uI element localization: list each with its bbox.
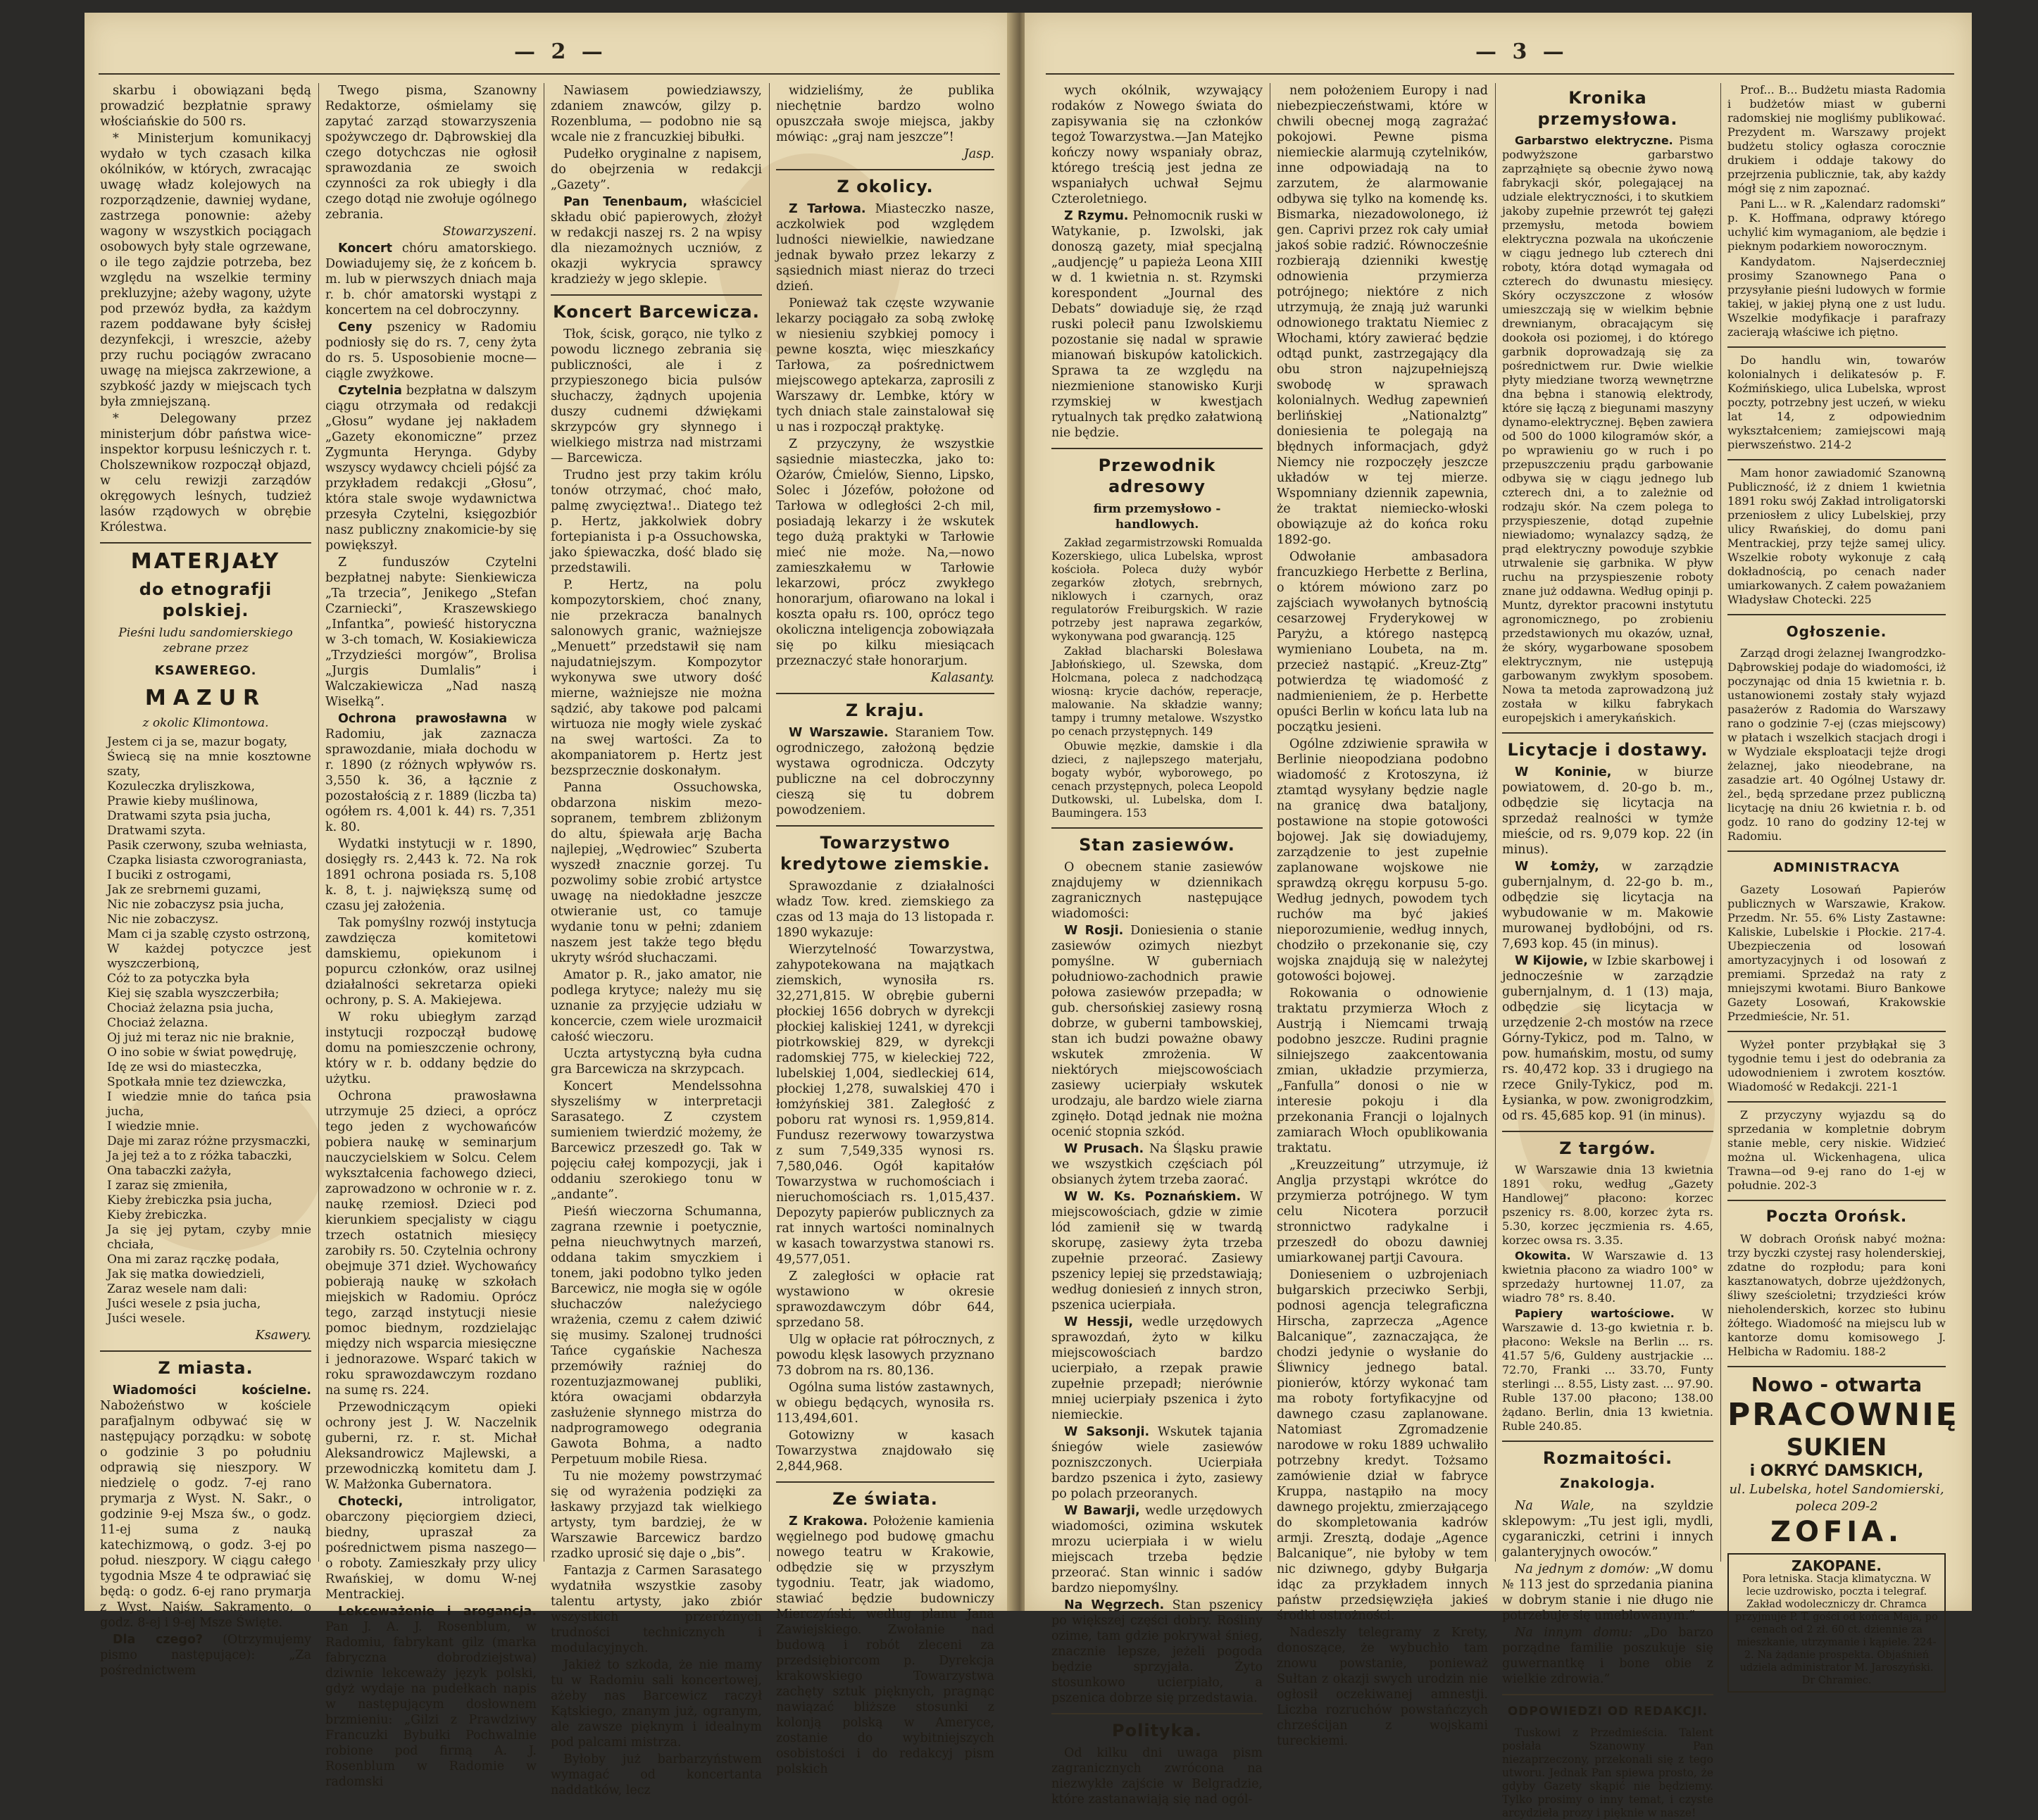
runin-title: W Kijowie, bbox=[1515, 954, 1588, 968]
ad-line: PRACOWNIĘ bbox=[1727, 1397, 1959, 1433]
article-body: Pełnomocnik ruski w Watykanie, p. Izwolski, jak donoszą gazety, miał specjalną „audjencję” u papieża Leona XIII w d. 1 kwietnia n. st. Rzymski korespondent „Journal des Debats” dowiaduje się, że rząd ruski polecił panu Izwolskiemu pozostanie się nadal w sprawie mianowań biskupów katolickich. Sprawa ta ze względu na niezmienione stanowisko Kurji rzymskiej w kwestjach rytualnych tak prędko załatwioną nie będzie. bbox=[1051, 209, 1263, 440]
article-text: P. Hertz, na polu kompozytorskiem, choć znany, nie przekracza banalnych salonowych granic, ważniejsze „Menuett” przedstawił się nam najudatniejszym. Kompozytor wykonywa swe utwory dość mierne, ważniejsze nie można sądzić, aby takowe pod palcami wirtuoza nie mogły wiele zyskać na swej wartości. Za to akompaniatorem p. Hertz jest bezsprzecznie doskonałym. bbox=[551, 578, 762, 778]
article-body: (Otrzymujemy pismo następujące): „Za pośrednictwem bbox=[100, 1633, 311, 1678]
section-rule bbox=[1502, 1131, 1713, 1132]
pracownia-advertisement bbox=[1727, 1373, 1959, 1549]
article-text: Donieseniem o uzbrojeniach bułgarskich przeciwko Serbji, podnosi agencja telegraficzna Hirscha, zaprzecza „Agence Balcanique”, zaznaczająca, że chodzi jedynie o wysłanie do Śliwnicy jednego batal. pionierów, którzy wykonać tam ma roboty fortyfikacyjne od dawnego czasu zaplanowane. Natomiast Zgromadzenie narodowe w roku 1889 uchwaliło potrzebny kredyt. Tożsamo zamówienie dział w fabryce Kruppa, nastąpiło na mocy dawnego projektu, zmierzającego do skompletowania kadrów armji. Zresztą, dodaje „Agence Balcanique”, nie byłoby w tem nic dziwnego, gdyby Bułgarja idąc za przykładem innych państw przedsięwzięła jakieś środki ostrożności. bbox=[1277, 1268, 1488, 1623]
section-rule bbox=[1502, 732, 1713, 734]
section-rule bbox=[1727, 614, 1946, 615]
runin-title: Czytelnia bbox=[338, 384, 402, 398]
runin-title: Ceny bbox=[338, 320, 373, 334]
article-text bbox=[776, 725, 994, 818]
runin-title: Okowita. bbox=[1515, 1249, 1571, 1262]
article-text: Pudełko oryginalne z napisem, do obejrzenia w redakcji „Gazety”. bbox=[551, 147, 762, 192]
section-heading: Towarzystwo kredytowe ziemskie. bbox=[780, 833, 990, 874]
article-body: Staraniem Tow. ogrodniczego, założoną będzie wystawa ogrodnicza. Odczyty publiczne na cel dobroczynny cieszą się tu dobrem powodzeniem. bbox=[776, 726, 994, 817]
article-text bbox=[1502, 1307, 1713, 1433]
article-text: wych okólnik, wzywający rodaków z Nowego świata do zapisywania się na członków tegoż Towarzystwa.—Jan Matejko kończy nowy wspaniały obraz, którego treścią jest jedna ze wspaniałych uchwał Sejmu Czteroletniego. bbox=[1051, 84, 1263, 206]
ad-text: Zakład zegarmistrzowski Romualda Kozerskiego, ulica Lubelska, wprost kościoła. Poleca duży wybór zegarków złotych, srebrnych, niklowych i czarnych, oraz regulatorów Freiburgskich. W razie potrzeby jest naprawa zegarków, wykonywana pod gwarancją. 125 bbox=[1051, 536, 1263, 643]
section-heading: ODPOWIEDZI OD REDAKCJI. bbox=[1507, 1705, 1708, 1719]
page-number: — 2 — bbox=[514, 39, 607, 64]
runin-title: W Łomży, bbox=[1515, 860, 1599, 874]
section-subheading: Znakologja. bbox=[1559, 1476, 1656, 1491]
ad-text: Wyżeł ponter przybłąkał się 3 tygodnie temu i jest do odebrania za udowodnieniem i zwrotem kosztów. Wiadomość w Redakcji. 221-1 bbox=[1727, 1038, 1946, 1093]
article-text bbox=[1051, 1189, 1263, 1313]
article-text bbox=[325, 1604, 537, 1790]
article-text bbox=[325, 241, 537, 318]
article-text bbox=[1502, 1625, 1713, 1687]
article-body: w biurze powiatowem, d. 20-go b. m., odbędzie się licytacja na sprzedaż realności w tymże mieście, od rs. 9,079 kop. 22 (in minus). bbox=[1502, 765, 1713, 857]
article-text: Wydatki instytucji w r. 1890, dosięgły rs. 2,443 k. 72. Na rok 1891 ochrona posiada rs. 5,108 k. 8, t. j. największą sumę od czasu jej założenia. bbox=[325, 837, 537, 913]
poem-subtitle: z okolic Klimontowa. bbox=[142, 716, 269, 730]
column-rule bbox=[1720, 83, 1721, 1562]
article-text bbox=[1502, 765, 1713, 858]
article-text bbox=[1502, 1498, 1713, 1560]
section-heading: Licytacje i dostawy. bbox=[1507, 740, 1708, 760]
zakopane-advertisement bbox=[1727, 1553, 1946, 1693]
article-text: Z zaległości w opłacie rat wystawiono w okresie sprawozdawczym dóbr 644, sprzedano 58. bbox=[776, 1269, 994, 1330]
article-body: Nabożeństwo w kościele parafjalnym odbywać się w następujący porządku: w sobotę o godzinie 3 po południu odprawią się nieszpory. W niedzielę o godz. 7-ej rano prymarja z Wyst. N. Sakr., o godzinie 9-ej Msza św., o godz. 11-ej suma z nauką katechizmową, o godz. 3-ej po połud. nieszpory. W ciągu całego tygodnia Msze 4 te odprawiać się będą: o godz. 6-ej rano prymarja z Wyst. Najśw. Sakramento, o godz. 8-ej i 9-ej Msze Święte. bbox=[100, 1399, 311, 1630]
article-text: Tuskowi z Przedmieścia. Talent posłała Szanowny Pan niezaprzeczony, przekonali się z tego utworu. Jednak Pan spiewa prosto, że gdyby Gazety skąpić nie będziemy. Tylko prosimy o inny temat, i czyste arcydzieła prozy i pięknie w nasze! bbox=[1502, 1726, 1713, 1819]
runin-title: Koncert bbox=[338, 241, 392, 256]
article-text bbox=[1502, 1249, 1713, 1305]
section-rule bbox=[1727, 1200, 1946, 1201]
runin-title: Na Węgrzech. bbox=[1064, 1598, 1165, 1612]
article-body: Pisma podwyższone garbarstwo zaprząłnięte są obecnie żywo nową fabrykacji skór, polegającej na udziale elektryczności, i to skutkiem jakoby zupełnie przewrót tej gałęzi przemysłu, metoda bowiem elektryczna pozwala na ukończenie w ciągu jednego lub czterech dni roboty, która dotąd wymagała od czterech do dwunastu miesięcy. Skóry oczyszczone z włosów umieszczają się w wielkim bębnie drewnianym, obracającym się dookoła osi poziomej, i do którego garbnik doprowadzają się za pośrednictwem rur. Dwie wielkie płyty miedziane tworzą wewnętrzne dna bębna i stanowią elektrody, które się łączą z biegunami maszyny dynamo-elektrycznej. Bęben zawiera od 500 do 1000 kilogramów skór, a po wprawieniu go w ruch i po przepuszczeniu prądu garbowanie odbywa się w ciągu jednego lub czterech dni, a to zależnie od rodzaju skór. Na czem polega to przyspieszenie, dotąd zupełnie niewiadomo; wynalazcy sądzą, że prąd elektryczny powoduje szybkie utrwalenie się garbnika. W pływ ruchu na przyspieszenie roboty znane już oddawna. Według opinji p. Muntz, dyrektor pracowni instytutu agronomicznego, po zrobieniu przedstawionych mu okazów, uznał, że skóry, wygarbowane sposobem elektrycznym, nie ustępują garbowanym zwykłym sposobem. Nowa ta metoda zaprowadzoną już została w kilku fabrykach europejskich i amerykańskich. bbox=[1502, 134, 1713, 724]
article-body: w Izbie skarbowej i jednocześnie w zarządzie gubernjalnym, d. 1 (13) maja, odbędzie się licytacja w urzędzenie 2-ch mostów na rzece Górny-Tykicz, pod m. Talno, w pow. humańskim, mostu, od sumy rs. 40,472 kop. 33 i drugiego na rzece Gnily-Tykicz, pod m. Łysianka, w pow. zwonigrodzkim, od rs. 45,685 kop. 91 (in minus). bbox=[1502, 954, 1713, 1123]
article-text bbox=[776, 1514, 994, 1777]
article-text bbox=[1051, 1503, 1263, 1596]
runin-title: Z Rzymu. bbox=[1064, 209, 1129, 223]
article-text bbox=[325, 320, 537, 382]
ad-line: i OKRYĆ DAMSKICH, bbox=[1749, 1462, 1924, 1480]
column-rule bbox=[1495, 83, 1496, 1562]
article-text: O obecnem stanie zasiewów znajdujemy w dziennikach zagranicznych następujące wiadomości: bbox=[1051, 860, 1263, 921]
runin-title: Wiadomości kościelne. bbox=[113, 1383, 311, 1398]
ad-text: Pora letniska. Stacja klimatyczna. W lecie uzdrowisko, poczta i telegraf. Zakład wodoleczniczy dr. Chramca przyjmuje P. T. gości od końca Maja, po cenach od 2 zł. 60 ct. dziennie za mieszkanie, utrzymanie i kąpiele. 224-2. Na żądanie prospekta. Objaśnień udziela administrator M. Jaroszyński. Dr Chramiec. bbox=[1735, 1574, 1938, 1686]
article-text: * Ministerjum komunikacyj wydało w tych czasach kilka okólników, w których, zwracając uwagę władz kolejowych na rozporządzenie, dawniej wydane, zastrzega ponownie: ażeby wagony w wszystkich pociągach osobowych były stale ogrzewane, o ile tego zajdzie potrzeba, bez względu na wszelkie terminy prekluzyjne; ażeby wagony, użyte pod przewóz bydła, za każdym razem poddawane były ścisłej dezynfekcji, i wreszcie, ażeby przy ruchu pociągów zwracano uwagę na miejsca zakrzewione, a szybkość jazdy w miejscach tych była zmniejszaną. bbox=[100, 132, 311, 409]
signature: Stowarzyszeni. bbox=[442, 225, 537, 239]
ad-heading: ADMINISTRACYA bbox=[1773, 860, 1900, 875]
article-body: Wskutek tajania śniegów wiele zasiewów pozniszczonych. Ucierpiała bardzo pszenica i żyto, zasiewy po polach przeoranych. bbox=[1051, 1425, 1263, 1501]
runin-title: Z Krakowa. bbox=[789, 1514, 868, 1529]
ad-heading: ZAKOPANE. bbox=[1792, 1557, 1882, 1574]
reply-text: Pani L... w R. „Kalendarz radomski” p. K. Hoffmana, odprawy którego uchylić kim wymaganiom, ale będzie i pieknym podarkiem noworocznym. bbox=[1727, 197, 1946, 253]
runin-title: W Hessji, bbox=[1064, 1315, 1134, 1329]
article-text bbox=[1051, 208, 1263, 441]
ad-line: Nowo - otwarta bbox=[1751, 1373, 1923, 1396]
reply-text: Prof... B... Budżetu miasta Radomia i budżetów miast w guberni radomskiej nie mogliśmy publikować. Prezydent m. Warszawy projekt budżetu stolicy ogłasza corocznie drukiem i oddaje takowy do przejrzenia publicznie, tak, aby każdy mógł się z nim zapoznać. bbox=[1727, 83, 1946, 195]
runin-title: Na Wale, bbox=[1515, 1499, 1594, 1513]
runin-title: Z Tarłowa. bbox=[789, 202, 866, 216]
signature: Jasp. bbox=[963, 147, 994, 161]
section-heading: Z kraju. bbox=[845, 701, 925, 720]
article-text: Ogólne zdziwienie sprawiła w Berlinie nieopodziana podobno wiadomość z Krotoszyna, iż ztamtąd wysyłany będzie nagle na granicę dwa bataljony, postawione na stopie gotowości bojowej. Jak się dowiadujemy, zarządzenie to jest zupełnie zaplanowane wojskowe nie sprawdzą okręgu korpusu 5-go. Według jednych, powodem tych ruchów ma być jakieś nieporozumienie, według innych, chodziło o przekonanie się, czy wojska znajdują się w należytej gotowości bojowej. bbox=[1277, 737, 1488, 984]
section-subheading: firm przemysłowo - handlowych. bbox=[1093, 502, 1221, 532]
runin-title: Papiery wartościowe. bbox=[1515, 1307, 1675, 1320]
page-number: — 3 — bbox=[1475, 39, 1568, 64]
column-rule bbox=[318, 83, 319, 1562]
ad-text: Obuwie męzkie, damskie i dla dzieci, z najlepszego materjału, bogaty wybór, wyborowego, po cenach przystępnych, poleca Leopold Dutkowski, ul. Lubelska, dom I. Baumingera. 153 bbox=[1051, 740, 1263, 820]
article-text bbox=[551, 194, 762, 287]
article-text: Ogólna suma listów zastawnych, w obiegu będących, wynosiła rs. 113,494,601. bbox=[776, 1381, 994, 1426]
column-1 bbox=[1051, 83, 1263, 1807]
section-heading: do etnografji polskiej. bbox=[139, 579, 273, 620]
poem-title: MAZUR bbox=[144, 686, 267, 710]
ad-heading: Ogłoszenie. bbox=[1786, 623, 1887, 640]
section-rule bbox=[1051, 1713, 1263, 1714]
header-rule bbox=[99, 73, 1000, 75]
ad-text: Zarząd drogi żelaznej Iwangrodzko-Dąbrowskiej podaje do wiadomości, iż poczynając od dnia 15 kwietnia r. b. ustanowionemi zostały stały wyjazd pasażerów z Radomia do Warszawy rano o godzinie 7-ej (czas miejscowy) w płatach i wszelkich stacjach drogi i w Wydziale eksploatacji tejże drogi żelaznej, jako nieodebrane, na zasadzie art. 40 Ogólnej Ustawy dr. żel., będą sprzedane przez publiczną licytację na dniu 26 kwietnia r. b. od godz. 10 rano do godziny 12-tej w Radomiu. bbox=[1727, 646, 1946, 843]
article-text: Koncert Mendelssohna słyszeliśmy w interpretacji Sarasatego. Z czystem sumieniem twierdzić możemy, że Barcewicz przeszedł go. Tak w pojęciu całej kompozycji, jak i oddaniu szerokiego tonu w „andante”. bbox=[551, 1079, 762, 1202]
article-text: Rokowania o odnowienie traktatu przymierza Włoch z Austrją i Niemcami trwają podobno jeszcze. Rudini pragnie silniejszego zaakcentowania zmian, układzie przymierza, „Fanfulla” donosi o nie w interesie pokoju i dla przekonania Francji o lojalnych zamiarach Włoch opublikowania traktatu. bbox=[1277, 986, 1488, 1155]
section-rule bbox=[1051, 448, 1263, 449]
author-name: KSAWEREGO. bbox=[154, 663, 257, 678]
article-text bbox=[1502, 134, 1713, 725]
header-rule bbox=[1046, 73, 1954, 75]
section-heading: Kronika przemysłowa. bbox=[1537, 88, 1678, 129]
runin-title: W Prusach. bbox=[1064, 1142, 1144, 1156]
article-body: Na Śląsku prawie we wszystkich częściach pól obsianych żytem trzeba zaorać. bbox=[1051, 1142, 1263, 1187]
runin-title: Dla czego? bbox=[113, 1633, 204, 1647]
column-3 bbox=[1502, 83, 1713, 1819]
runin-title: W Rosji. bbox=[1064, 924, 1124, 938]
article-text: Jakież to szkoda, że nie mamy tu w Radomiu sali koncertowej, ażeby nas Barcewicz raczył Kątskiego, znanym już, ogranym, ale zawsze pięknym i idealnym pod palcami mistrza. bbox=[551, 1658, 762, 1750]
article-body: „Do barzo porządne familie poszukuje się guwernantkę i bone obie z wielkie zdrowia.” bbox=[1502, 1626, 1713, 1686]
article-text: Tłok, ścisk, gorąco, nie tylko z powodu licznego zebrania się publiczności, ale i z przypieszonego bicia pulsów słuchaczy, żądnych upojenia duszy cudnemi dźwiękami skrzypców gry słynnego i wielkiego mistrza nad mistrzami — Barcewicza. bbox=[551, 327, 762, 465]
article-text: Ulg w opłacie rat półrocznych, z powodu klęsk lasowych przyznano 73 dobrom na rs. 80,136. bbox=[776, 1333, 994, 1378]
article-text: Odwołanie ambasadora francuzkiego Herbette z Berlina, o którem mówiono zarz po zajściach wywołanych bytnością cesarzowej Fryderykowej w Paryżu, a którego następcą wymieniano Loubeta, na m. przecież nastąpić. „Kreuz-Ztg” potwierdza tę wiadomość z nadmienieniem, że p. Herbette opuści Berlin w końcu lata lub na początku jesieni. bbox=[1277, 550, 1488, 734]
section-heading: Z okolicy. bbox=[837, 177, 934, 196]
article-text: Nawiasem powiedziawszy, zdaniem znawców, gilzy p. Rozenbluma, — podobno nie są wcale nie z francuzkiej bibułki. bbox=[551, 84, 762, 144]
article-text: Wierzytelność Towarzystwa, zahypotekowana na majątkach ziemskich, wynosiła rs. 32,271,815. W obrębie guberni płockiej 1656 dobrych w dyrekcji płockiej kaliskiej 1241, w dyrekcji piotrkowskiej 829, w dyrekcji radomskiej 775, w kieleckiej 722, lubelskiej 1,004, siedleckiej 614, płockiej 1,278, suwalskiej 470 i łomżyńskiej 381. Zaległość z poboru rat wynosi rs. 1,959,814. Fundusz rezerwowy towarzystwa z sum 7,549,335 wynosi rs. 7,580,046. Ogół kapitałów Towarzystwa w ruchomościach i nieruchomościach rs. 1,015,437. Depozyty papierów publicznych za rat innych wartości nominalnych w kasach towarzystwa stanowi rs. 49,577,051. bbox=[776, 943, 994, 1267]
column-4 bbox=[776, 83, 994, 1776]
ad-text: Zakład blacharski Bolesława Jabłońskiego, ul. Szewska, dom Holcmana, poleca z nadchodzącą wiosną: krycie dachów, reperacje, malowanie. Na składzie wanny; tampy i trumny metalowe. Wszystko po cenach przystępnych. 149 bbox=[1051, 645, 1263, 738]
runin-title: Garbarstwo elektryczne. bbox=[1515, 134, 1673, 147]
article-text: Przewodniczącym opieki ochrony jest J. W. Naczelnik guberni, rz. r. st. Michał Aleksandrowicz Majlewski, a przewodniczką komitetu dam J. W. Małżonka Gubernatora. bbox=[325, 1400, 537, 1492]
ad-text: Do handlu win, towarów kolonialnych i delikatesów p. F. Koźmińskiego, ulica Lubelska, wprost poczty, potrzebny jest uczeń, w wieku lat 14, z odpowiednim wykształceniem; zamiejscowi mają pierwszeństwo. 214-2 bbox=[1727, 353, 1946, 451]
ad-line: SUKIEN bbox=[1786, 1433, 1887, 1462]
article-body: bezpłatna w dalszym ciągu otrzymała od redakcji „Głosu” wydane jej nakładem „Gazety ekonomiczne” przez Zygmunta Heryngа. Gdyby wszyscy wydawcy chcieli pójść za przykładem redakcji „Głosu”, która stale swoje wydawnictwa przesyła Czytelni, księgozbiór nasz publiczny znakomicie-by się powiększył. bbox=[325, 384, 537, 553]
article-text: Amator p. R., jako amator, nie podlega krytyce; należy mu się uznanie za przyjęcie udziału w koncercie, czem wiele urozmaicił całość wieczoru. bbox=[551, 968, 762, 1044]
signature: Kalasanty. bbox=[930, 671, 994, 685]
ad-text: Gazety Losowań Papierów publicznych w Warszawie, Krakow. Przedm. Nr. 55. 6% Listy Zastawne: Kaliskie, Lubelskie i Płockie. 217-4. Ubezpieczenia od losowań amortyzacyjnych i od losowań z premiami. Sprzedaż na raty z mniejszymi kwotami. Biuro Bankowe Gazety Losowań, Krakowskie Przedmieście, Nr. 51. bbox=[1727, 883, 1946, 1023]
newspaper-spread bbox=[85, 13, 1972, 1819]
runin-title: Chotecki, bbox=[338, 1495, 404, 1509]
article-text bbox=[325, 711, 537, 835]
article-text: „Kreuzzeitung” utrzymuje, iż Anglja przystąpi wkrótce do przymierza potrójnego. W tym celu Nicotera porzucił stronnictwo radykalne i przeszedł do obozu dawniej umiarkowanej partji Cavoura. bbox=[1277, 1158, 1488, 1265]
article-text: Twego pisma, Szanowny Redaktorze, ośmielamy się zapytać zarząd stowarzyszenia spożywczego dr. Dąbrowskiej dla czego dotychczas nie ogłosił sprawozdania ze swoich czynności za rok ubiegły i dla czego dotąd nie zwołuje ogólnego zebrania. bbox=[325, 84, 537, 222]
section-rule bbox=[1727, 1031, 1946, 1032]
article-text: Trudno jest przy takim królu tonów otrzymać, choć mało, palmę zwycięztwa!.. Diatego też p. Hertz, jakkolwiek dobry fortepianista i p-a Ossuchowska, jako śpiewaczka, dość blado się przedstawili. bbox=[551, 468, 762, 575]
article-text: Nadeszły telegramy z Krety, donoszące, że wybuchło tam znowu powstanie, ponieważ Sułtan z okazji swych urodzin nie ogłosił oczekiwanej amnestji. Liczba rozruchów powstańczych chrześcijan z wojskami tureckiemi. bbox=[1277, 1626, 1488, 1748]
section-rule bbox=[776, 169, 994, 170]
article-text: Od kilku dni uwaga pism zagranicznych zwrócona na niezwykłe zajście w Belgradzie, które zastanawiają się nad ogól- bbox=[1051, 1746, 1263, 1807]
runin-title: Na jednym z domów: bbox=[1515, 1562, 1650, 1576]
signature: Ksawery. bbox=[255, 1329, 311, 1343]
article-text bbox=[1502, 859, 1713, 952]
article-text bbox=[325, 383, 537, 553]
section-heading: Przewodnik adresowy bbox=[1098, 456, 1216, 496]
article-body: „W domu № 113 jest do sprzedania pianina w dobrym stanie i nie długo nie potrzebuje się umeblowanym.” bbox=[1502, 1562, 1713, 1623]
runin-title: Na innym domu: bbox=[1515, 1626, 1633, 1640]
column-2 bbox=[325, 83, 537, 1789]
article-text: skarbu i obowiązani będą prowadzić bezpłatnie sprawy włościańskie do 500 rs. bbox=[100, 84, 311, 129]
section-rule bbox=[1502, 1694, 1713, 1695]
section-rule bbox=[1502, 1441, 1713, 1442]
section-heading: Z targów. bbox=[1559, 1138, 1656, 1158]
article-body: W miejscowościach, gdzie w zimie lód zamienił się w twardą skorupę, zasiewy żyta trzeba zupełnie przeorać. Zasiewy pszenicy lepiej się przedstawiają; według doniesień z innych stron, pszenica ucierpiała. bbox=[1051, 1190, 1263, 1312]
column-1 bbox=[100, 83, 311, 1678]
section-rule bbox=[1051, 827, 1263, 829]
article-body: w zarządzie gubernjalnym, d. 22-go b. m., odbędzie się licytacja na wybudowanie w m. Makowie murowanej bydłobójni, od rs. 7,693 kop. 45 (in minus). bbox=[1502, 860, 1713, 951]
section-rule bbox=[776, 825, 994, 827]
ad-text: Mam honor zawiadomić Szanowną Publiczność, iż z dniem 1 kwietnia 1891 roku swój Zakład introligatorski przeniosłem z ulicy Lubelskiej, przy ulicy Rwańskiej, do domu pani Mentrackiej, przy tejże samej ulicy. Wszelkie roboty wykonuje z całą dokładnością, po cenach nader umiarkowanych. Z całem poważaniem Władysław Chotecki. 225 bbox=[1727, 466, 1946, 606]
column-4 bbox=[1727, 83, 1959, 1686]
article-body: introligator, obarczony pięciorgiem dzieci, biedny, upraszał za pośrednictwem pisma naszego—o roboty. Zamieszkały przy ulicy Rwańskiej, w domu W-nej Mentrackiej. bbox=[325, 1495, 537, 1602]
column-2 bbox=[1277, 83, 1488, 1748]
article-body: wedle urzędowych sprawozdań, żyto w kilku miejscowościach bardzo ucierpiało, a rzepak prawie zupełnie przepadł; nierównie mniej ucierpiały pszenica i żyto niemieckie. bbox=[1051, 1315, 1263, 1422]
article-body: chóru amatorskiego. Dowiadujemy się, że z końcem b. m. lub w pierwszych dniach maja r. b. chór amatorski wystąpi z koncertem na cel dobroczynny. bbox=[325, 241, 537, 318]
article-text bbox=[1051, 1141, 1263, 1188]
runin-title: W W. Ks. Poznańskiem. bbox=[1064, 1190, 1242, 1204]
article-text: Uczta artystyczną była cudna gra Barcewicza na skrzypcach. bbox=[551, 1047, 762, 1077]
article-text: Tu nie możemy powstrzymać się od wyrażenia podzięki za łaskawy przyjazd tak wielkiego artysty, tym bardziej, że w Warszawie Barcewicz bardzo rzadko uprosić się daje o „bis”. bbox=[551, 1469, 762, 1561]
article-text: Ochrona prawosławna utrzymuje 25 dzieci, a oprócz tego jeden z wychowańców pobiera naukę w seminarjum nauczycielskiem w Solcu. Celem wykształcenia fachowego dzieci, zaprowadzono w ochronie w r. z. naukę rzemiosł. Dzieci pod kierunkiem specjalisty w ciągu trzech ostatnich miesięcy zarobiły rs. 50. Czytelnia ochrony obejmuje 371 dzieł. Wychowańcy pobierają naukę w szkołach miejskich w Radomiu. Oprócz tego, zarząd instytucji niesie pomoc biednym, rozdzielając między nich wsparcia miesięczne i jednorazowe. Wsparć takich w roku sprawozdawczym rozdano na sumę rs. 224. bbox=[325, 1089, 537, 1398]
ad-line: ul. Lubelska, hotel Sandomierski, poleca 209-2 bbox=[1729, 1482, 1944, 1514]
section-heading: Ze świata. bbox=[832, 1489, 938, 1509]
section-rule bbox=[551, 294, 762, 296]
section-rule bbox=[1727, 1366, 1946, 1367]
ad-heading: Poczta Orońsk. bbox=[1765, 1208, 1908, 1226]
article-text: W Warszawie dnia 13 kwietnia 1891 roku, według „Gazety Handlowej” płacono: korzec pszenicy rs. 8.00, korzec żyta rs. 5.30, korzec jęczmienia rs. 4.65, korzec owsa rs. 3.35. bbox=[1502, 1163, 1713, 1247]
section-heading: Z miasta. bbox=[158, 1358, 254, 1378]
section-subheading: Pieśni ludu sandomierskiego zebrane przez bbox=[118, 626, 293, 655]
runin-title: W Bawarji, bbox=[1064, 1504, 1140, 1518]
article-text: Sprawozdanie z działalności władz Tow. kred. ziemskiego za czas od 13 maja do 13 listopada r. 1890 wykazuje: bbox=[776, 879, 994, 940]
reply-text: Kandydatom. Najserdeczniej prosimy Szanownego Pana o przysyłanie pieśni ludowych w formie takiej, w jakiej płyną one z ust ludu. Wszelkie modyfikacje i parafrazy zacierają właściwe ich piętno. bbox=[1727, 255, 1946, 339]
article-text bbox=[100, 1632, 311, 1678]
section-heading: Stan zasiewów. bbox=[1079, 835, 1235, 855]
ad-text: Z przyczyny wyjazdu są do sprzedania w kompletnie dobrym stanie meble, cery niskie. Widzieć można ul. Wickenhagena, ulica Trawna—od 9-ej rano do 1-ej w południe. 202-3 bbox=[1727, 1108, 1946, 1192]
section-heading: Koncert Barcewicza. bbox=[553, 302, 760, 322]
article-text: Panna Ossuchowska, obdarzona niskim mezo-sopranem, tembrem zbliżonym do altu, śpiewała arję Bacha najlepiej, „Wędrowiec” Szuberta wyszedł znacznie gorzej. Tu pozwolimy sobie zrobić artystce uwagę na niedokładne jeszcze otwieranie ust, co tamuje wydanie tonu w pełni; zdaniem naszem jest także tego błędu ukryty wśród słuchaczami. bbox=[551, 781, 762, 965]
section-rule bbox=[100, 1350, 311, 1352]
article-text bbox=[325, 1494, 537, 1602]
column-rule bbox=[769, 83, 770, 1562]
article-body: wedle urzędowych wiadomości, ozimina wskutek mrozu ucierpiała i w wielu miejscach trzeba będzie przeorać. Stan winnic i sadów bardzo niepomyślny. bbox=[1051, 1504, 1263, 1595]
article-text: widzieliśmy, że publika niechętnie bardzo wolno opuszczała swoje miejsca, jakby mówiąc: „graj nam jeszcze”! bbox=[776, 84, 994, 144]
article-body: na szyldzie sklepowym: „Tu jest igli, mydli, cygaraniczki, cetrini i innych galanteryjnych owoców.” bbox=[1502, 1499, 1713, 1559]
article-text: Fantazja z Carmen Sarasatego wydatniła wszystkie zasoby talentu artysty, jako zbiór wszystkich przeróżnych trudności technicznych i modulacyjnych. bbox=[551, 1564, 762, 1655]
section-heading: Polityka. bbox=[1112, 1721, 1202, 1740]
runin-title: Ochrona prawosławna bbox=[338, 712, 508, 726]
ad-line: ZOFIA. bbox=[1770, 1516, 1903, 1548]
section-rule bbox=[1727, 1101, 1946, 1103]
article-text bbox=[1051, 1598, 1263, 1706]
article-body: Doniesienia o stanie zasiewów ozimych niezbyt pomyślne. W guberniach południowo-zachodnich prawie połowa zasiewów przepadła; w gub. chersońskiej zasiewy rosną dobrze, w guberni tambowskiej, stan ich budzi poważne obawy wskutek zmrożenia. W niektórych miejscowościach zasiewy ucierpiały wskutek urodzaju, ale bardzo wiele ziarna zginęło. Dotąd jednak nie można ocenić stopnia szkód. bbox=[1051, 924, 1263, 1139]
ad-text: W dobrach Orońsk nabyć można: trzy byczki czystej rasy holenderskiej, zdatne do rozpłodu; para koni kasztanowatych, dobrze ujeżdżonych, śliwy sześcioletni; trzydzieści krów nieholenderskich, korzec sto łubinu żółtego. Wiadomość na miejscu lub w kantorze domu komisowego J. Helbicha w Radomiu. 188-2 bbox=[1727, 1232, 1946, 1358]
poem-verse: Jestem ci ja se, mazur bogaty, Świecą się na mnie kosztowne szaty, Kozuleczka dryliszkowa, Prawie kieby muślinowa, Dratwami szyta psia jucha, Dratwami szyta. Pasik czerwony, szuba wełniasta, Czapka lisiasta czworograniasta, I buciki z ostrogami, Jak ze srebrnemi guzami, Nic nie zobaczysz psia jucha, Nic nie zobaczysz. Mam ci ja szablę czysto ostrzoną, W każdej potyczce jest wyszczerbioną, Cóż to za potyczka była Kiej się szabla wyszczerbiła; Chociaż żelazna psia jucha, Chociaż żelazna. Oj już mi teraz nic nie braknie, O ino sobie w świat powędruję, Idę ze wsi do miasteczka, Spotkała mnie tez dziewczka, I wiedzie mnie do tańca psia jucha, I wiedzie mnie. Daje mi zaraz różne przysmaczki, Ja jej też a to z różka tabaczki, Ona tabaczki zażyła, I zaraz się zmieniła, Kieby żrebiczka psia jucha, Kieby żrebiczka. Ja się jej pytam, czyby mnie chciała, Ona mi zaraz rączkę podała, Jak się matka dowiedzieli, Zaraz wesele nam dali: Juści wesele z psia jucha, Juści wesele. bbox=[107, 735, 311, 1326]
column-3 bbox=[551, 83, 762, 1797]
article-body: pszenicy w Radomiu podniosły się do rs. 7, ceny żyta do rs. 5. Usposobienie mocne—ciągle zwyżkowe. bbox=[325, 320, 537, 381]
section-rule bbox=[1727, 851, 1946, 852]
article-text bbox=[1502, 1562, 1713, 1624]
article-text: Ponieważ tak częste wzywanie lekarzy pociągało za sobą zwłokę w niesieniu szybkiej pomocy i pewne koszta, więc mieszkańcy Tarłowa, za pośrednictwem miejscowego aptekarza, zaprosili z Warszawy dr. Lembke, który w tych dniach stale zainstalował się u nas i rozpoczął praktykę. bbox=[776, 296, 994, 434]
article-text: W roku ubiegłym zarząd instytucji rozpoczął budowę domu na pomieszczenie ochrony, który w r. b. oddany będzie do użytku. bbox=[325, 1010, 537, 1086]
article-body: W Warszawie d. 13 kwietnia płacono za wiadro 100° w sprzedaży hurtownej 11.07, za wiadro 78° rs. 8.40. bbox=[1502, 1249, 1713, 1305]
article-text: nem położeniem Europy i nad niebezpieczeństwami, które w chwili obecnej mogą zagrażać pokojowi. Pewne pisma niemieckie alarmują czytelników, inne odpowiadają na to zarzutem, że alarmowanie odbywa się tylko na komendę ks. Bismarka, niezadowolonego, iż gen. Caprivi przez rok cały umiał jakoś sobie radzić. Równocześnie rozbierają dziennikі kwestję odnowienia przymierza potrójnego; niektóre z nich utrzymują, że znają już warunki odnowionego traktatu Niemiec z Włochami, który zawierać będzie odtąd punkt, zastrzegający dla obu stron najzupełniejszą swobodę w sprawach kolonialnych. Według zapewnień berlińskiej „Nationalztg” doniesienia te polegają na błędnych informacjach, gdyż Niemcy nie rozpoczęły jeszcze układów w tej mierze. Wspomniany dziennik zapewnia, że traktat niemiecko-włoski obowiązuje aż do końca roku 1892-go. bbox=[1277, 84, 1488, 547]
page-left bbox=[85, 13, 1014, 1797]
article-text: Tak pomyślny rozwój instytucja zawdzięcza komitetowi damskiemu, opiekunom i popurcu członków, oraz usilnej działalności sekretarza opieki ochrony, p. S. A. Makiejewa. bbox=[325, 916, 537, 1008]
article-text bbox=[1502, 953, 1713, 1124]
article-text: Z przyczyny, że wszystkie sąsiednie miasteczka, jako to: Ożarów, Ćmielów, Sienno, Lipsko, Solec i Józefów, położone od Tarłowa w odległości 2-ch mil, posiadają lekarzy i że wskutek tego dużą praktyki w Tarłowie mieć nie może. Na,—nowo zamieszkałemu w Tarłowie lekarzowi, prócz zwykłego honorarjum, ofiarowano na lokal i koszta opału rs. 100, oprócz tego okolicznа inteligencja zobowiązała się po kilku miesiącach przeznaczyć stałe honorarjum. bbox=[776, 437, 994, 668]
article-body: Pan J. A. J. Rosenblum, w Radomiu, fabrykant gilz (marka fabryczna dobrodziejstwa) dziwnie lekceważy język polski, gdyż wydaje na pudełkach napis w następującym dosłownem brzmieniu: „Gilzi z Prawdziwy Francuzki Bybułki Pochwalnie robione pod firmą A. J. Rosenblum w Radomie w radomski bbox=[325, 1620, 537, 1789]
runin-title: W Koninie, bbox=[1515, 765, 1612, 779]
article-text bbox=[776, 201, 994, 294]
article-text bbox=[1051, 1424, 1263, 1502]
section-rule bbox=[776, 693, 994, 694]
article-body: W Warszawie d. 13-go kwietnia r. b. płacono: Weksle na Berlin ... rs. 41.57 5/6, Guldeny austrjackie ... 72.70, Franki ... 33.70, Funty sterlingi ... 8.55, Listy zast. ... 97.90. Ruble 137.00 płacono; 138.00 żądano. Berlin, dnia 13 kwietnia. Ruble 240.85. bbox=[1502, 1307, 1713, 1433]
article-text: Pieśń wieczorna Schumanna, zagrana rzewnie i poetycznie, pełna nieuchwytnych marzeń, oddana takim smyczkiem i tonem, jaki podobno tylko jeden Barcewicz, nie mogła się w ogóle słuchaczów naleźyciego wrażenia, czemu z całem dziwić się musimy. Szalonej trudności Tańce cygańskie Nachesza przemówiły raźniej do rozentuzjazmowanej publiki, która owacjami obdarzyła zasłużenie słynnego mistrza do nadprogramowego odegrania Gawota Bohma, a nadto Perpetuum mobile Riesa. bbox=[551, 1205, 762, 1467]
runin-title: Pan Tenenbaum, bbox=[563, 195, 688, 209]
section-heading: MATERJAŁY bbox=[130, 549, 281, 574]
article-text bbox=[1051, 1314, 1263, 1423]
section-rule bbox=[776, 1481, 994, 1483]
article-body: właściciel składu obić papierowych, złożył w redakcji naszej rs. 2 na wpisy dla niezamożnych uczniów, z okazji wykrycia sprawcy kradzieży w jego sklepie. bbox=[551, 195, 762, 287]
runin-title: Lekceważenie i arogancja. bbox=[338, 1605, 537, 1619]
article-body: Stan pszenicy po większej części dobry. Rośliny ozime, tam gdzie pokrywał śnieg, znacznie lepsze, jeżeli pogoda będzie sprzyjała. Żyto stosunkowo ucierpiało, a pszenica dobrze się przedstawia. bbox=[1051, 1598, 1263, 1705]
page-right bbox=[1025, 13, 1972, 1819]
article-text: * Delegowany przez ministerjum dóbr państwa wice-inspektor korpusu leśniczych r. t. Cholszewnikow rozpoczął objazd, w celu rewizji zarządów okręgowych leśnych, tudzież lasów rządowych w obrębie Królestwa. bbox=[100, 412, 311, 534]
article-body: Miasteczko nasze, aczkolwiek pod względem ludności niewielkie, nawiedzane jednak bywało przez lekarzy z sąsiednich miast nieraz do trzeci dzień. bbox=[776, 202, 994, 294]
runin-title: W Warszawie. bbox=[789, 726, 889, 740]
article-text: Gotowizny w kasach Towarzystwa znajdowało się 2,844,968. bbox=[776, 1429, 994, 1474]
article-text bbox=[100, 1383, 311, 1631]
section-rule bbox=[100, 542, 311, 544]
runin-title: W Saksonji. bbox=[1064, 1425, 1150, 1439]
article-text: Byłoby już barbarzyństwem wymagać od koncertanta naddatków, lecz bbox=[551, 1752, 762, 1797]
article-text bbox=[1051, 923, 1263, 1140]
article-body: w Radomiu, jak zaznacza sprawozdanie, miała dochodu w r. 1890 (z różnych wpływów rs. 3,550 k. 36, a łącznie z pozostałością z r. 1889 (liczba ta) ogółem rs. 4,001 k. 44) rs. 7,351 k. 80. bbox=[325, 712, 537, 834]
section-rule bbox=[1727, 459, 1946, 460]
section-rule bbox=[1727, 346, 1946, 348]
section-heading: Rozmaitości. bbox=[1542, 1448, 1673, 1468]
article-body: Położenie kamienia węgielnego pod budowę gmachu nowego teatru w Krakowie, odbędzie się w przyszłym tygodniu. Teatr, jak wiadomo, stawiać będzie budowniczy Mierczyński, według planu Jana Zawiejskiego. Zwołanie nad budową i robót zleceni za przedsiębiorcom p. Dyrekcja krakowskiego Towarzystwa zachęty sztuk pięknych, pragnąc nawiązać bliższe stosunki z kolonją polską w Ameryce, zostanie do wybitniejszych osobistości i do redakcyj pism polskich bbox=[776, 1514, 994, 1776]
article-text: Z funduszów Czytelni bezpłatnej nabyte: Sienkiewicza „Ta trzecia”, Jenikego „Stefan Czarniecki”, Kraszewskiego „Infantka”, powieść historyczna w 3-ch tomach, W. Kosiakiewicza „Trzydzieści morgów”, Brolisa „Jurgis Dumlalis” i Walczakiewicza „Nad naszą Wisełką”. bbox=[325, 556, 537, 709]
